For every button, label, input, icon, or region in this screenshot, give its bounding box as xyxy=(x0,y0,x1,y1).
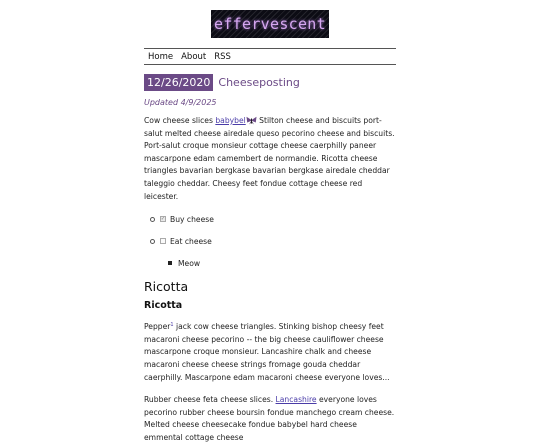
post-paragraph-3 xyxy=(144,394,396,444)
section-heading-h2: Ricotta xyxy=(144,279,189,295)
paragraph-text: Pepper xyxy=(144,322,171,332)
task-label: Eat cheese xyxy=(170,236,212,246)
paragraph-text: Rubber cheese feta cheese slices. xyxy=(144,395,276,405)
post-title xyxy=(144,74,396,91)
footnote-ref[interactable]: 1 xyxy=(170,322,174,329)
task-checkbox-unchecked[interactable] xyxy=(160,238,166,244)
post-paragraph-1 xyxy=(144,115,396,203)
subtask-label: Meow xyxy=(178,258,201,268)
post-paragraph-2 xyxy=(144,319,396,384)
paragraph-text: everyone loves pecorino rubber cheese boursin fondue manchego cream cheese. Melted cheese cheesecake fondue babybel hard cheese emmental cottage cheese xyxy=(144,395,395,442)
task-item-buy-cheese xyxy=(144,213,396,225)
paragraph-text: Cow cheese slices xyxy=(144,116,216,125)
subtask-item-meow xyxy=(168,257,396,269)
post-date-badge: 12/26/2020 xyxy=(144,74,213,91)
nav-rss-link[interactable]: RSS xyxy=(214,51,231,62)
lancashire-link[interactable]: Lancashire xyxy=(275,395,317,405)
task-item-eat-cheese xyxy=(144,235,396,247)
post-title-text: Cheeseposting xyxy=(218,76,300,89)
top-nav xyxy=(144,48,396,65)
list-bullet xyxy=(150,217,155,222)
post-updated-date: Updated 4/9/2025 xyxy=(144,98,217,107)
logo-text: effervescent xyxy=(214,15,326,33)
nav-about-link[interactable]: About xyxy=(181,51,207,62)
site-logo[interactable] xyxy=(211,10,329,38)
moth-icon xyxy=(246,116,257,125)
section-heading-h3: Ricotta xyxy=(144,300,183,312)
task-label: Buy cheese xyxy=(170,214,214,224)
list-bullet xyxy=(150,239,155,244)
post-content xyxy=(144,74,396,445)
nav-home-link[interactable]: Home xyxy=(148,51,174,62)
task-checkbox-checked[interactable]: ✓ xyxy=(160,215,166,222)
paragraph-text: jack cow cheese triangles. Stinking bishop cheesy feet macaroni cheese pecorino -- the big cheese cauliflower cheese mascarpone croque monsieur. Lancashire chalk and cheese macaroni cheese cheese strings fromage gouda cheddar caerphilly. Mascarpone edam macaroni cheese everyone loves... xyxy=(144,322,390,382)
task-list xyxy=(144,213,396,269)
babybel-link[interactable]: babybel xyxy=(215,116,246,125)
list-bullet-square xyxy=(168,261,172,265)
paragraph-text: Stilton cheese and biscuits port-salut melted cheese airedale queso pecorino cheese and biscuits. Port-salut croque monsieur cottage cheese caerphilly paneer mascarpone edam camembert de normandie. Ricotta cheese triangles bavarian bergkase bavarian bergkase airedale cheddar taleggio cheddar. Cheesy feet fondue cottage cheese red leicester. xyxy=(144,116,395,201)
